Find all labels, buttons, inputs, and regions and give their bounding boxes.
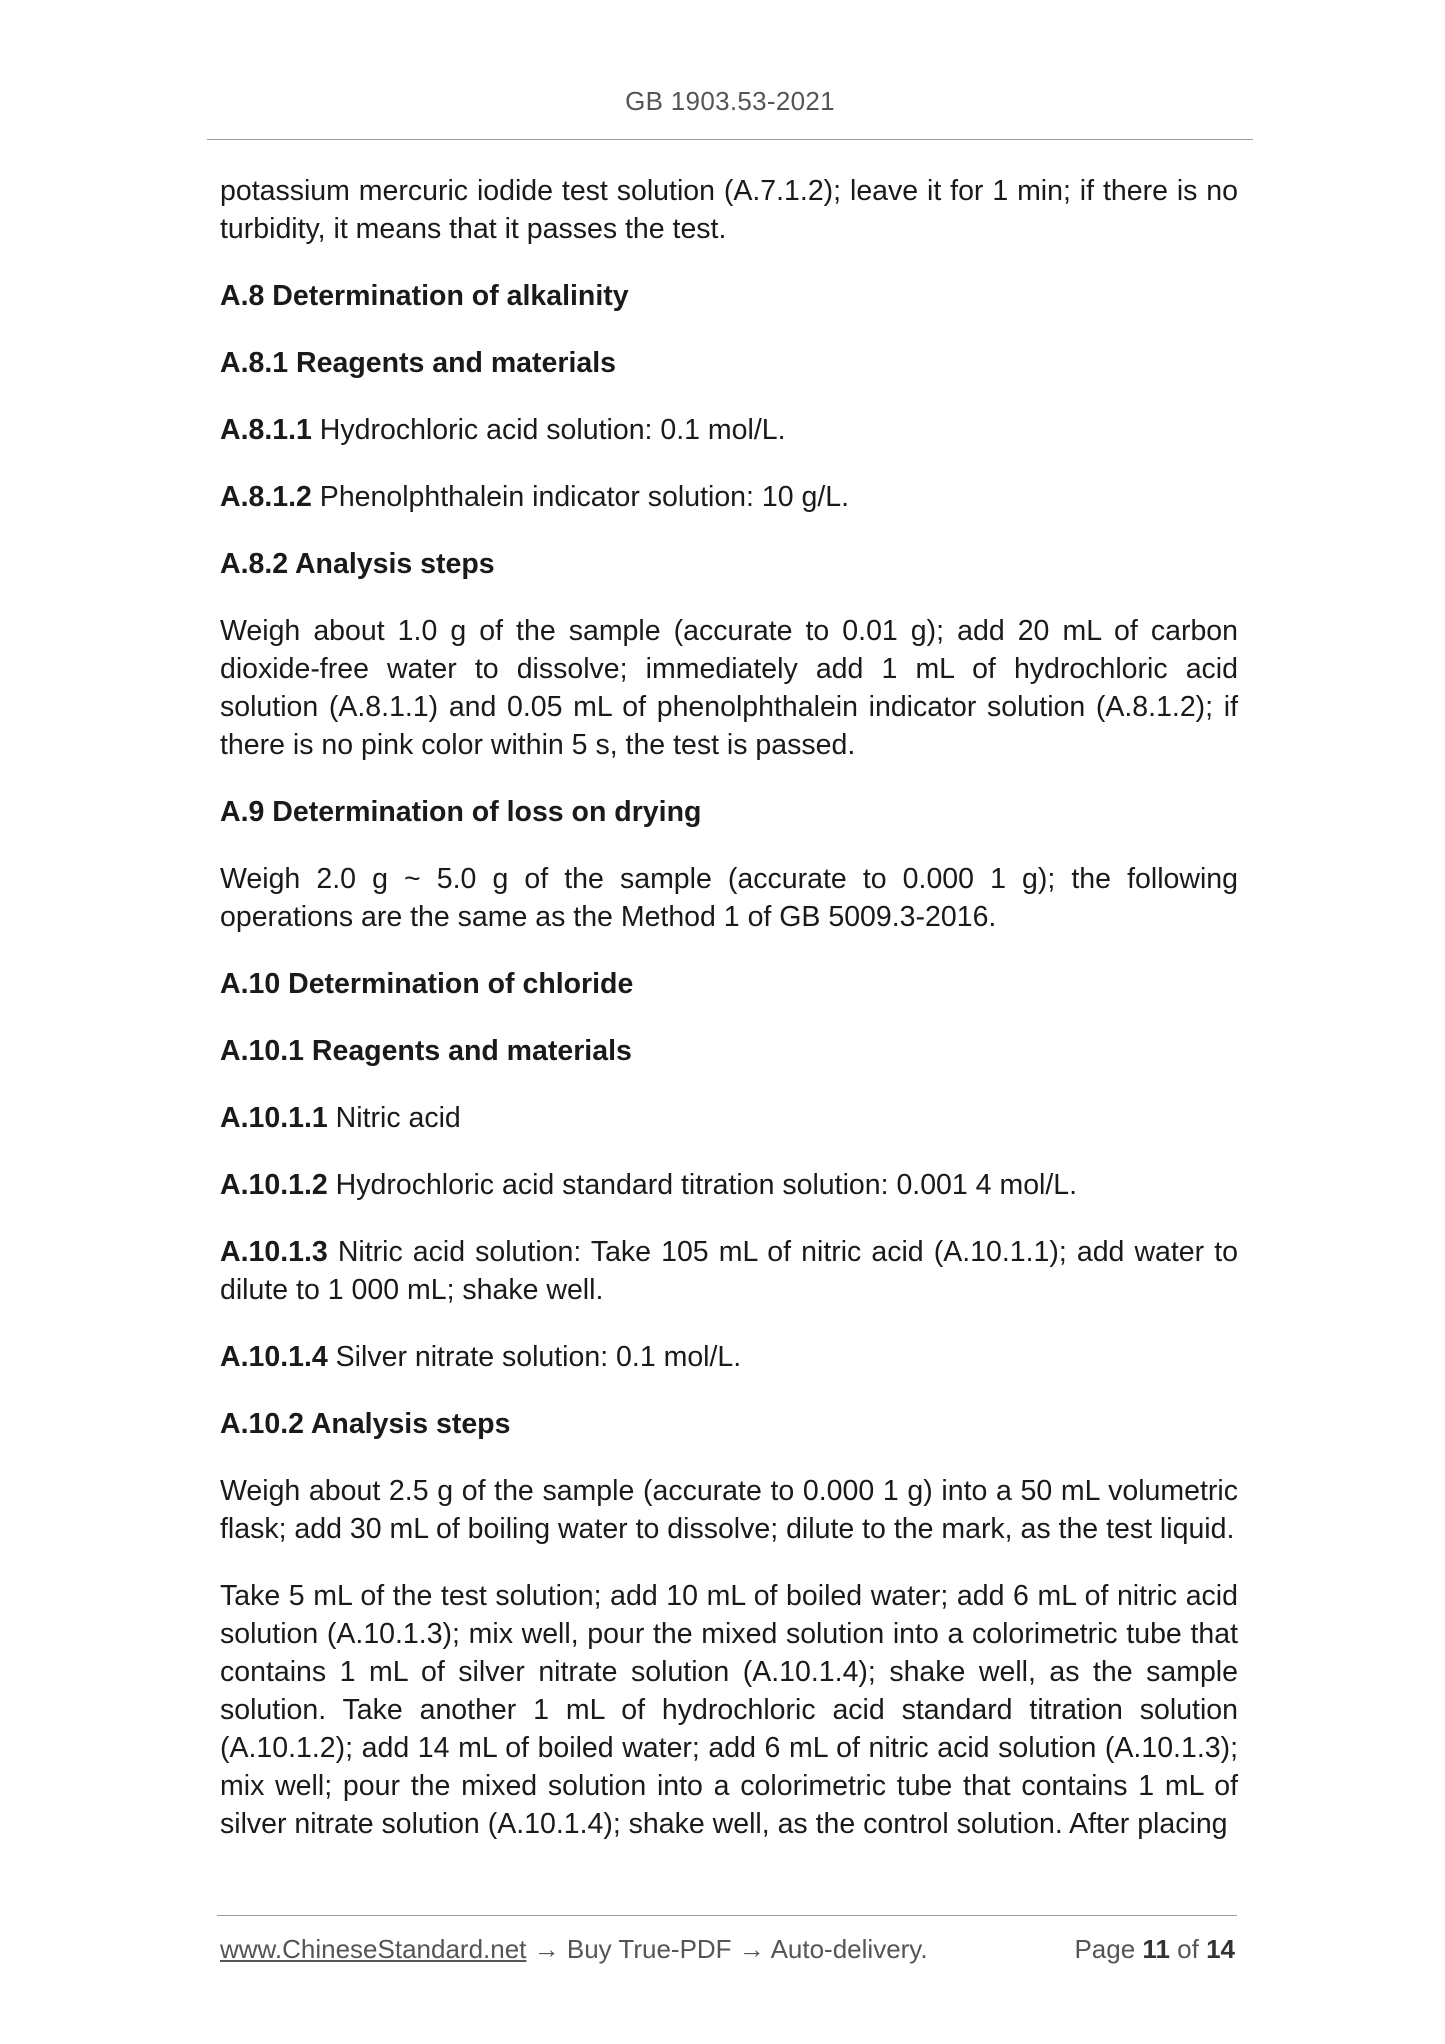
section-heading: A.9 Determination of loss on drying (220, 796, 702, 828)
document-header-title: GB 1903.53-2021 (625, 86, 835, 116)
paragraph-text: Take 5 mL of the test solution; add 10 mL of boiled water; add 6 mL of nitric acid solution (A.10.1.3); mix well, pour the mixed solution into a colorimetric tube that contains 1 mL of silver nitrate solution (A.10.1.4); shake well, as the sample solution. Take another 1 mL of hydrochloric acid standard titration solution (A.10.1.2); add 14 mL of boiled water; add 6 mL of nitric acid solution (A.10.1.3); mix well; pour the mixed solution into a colorimetric tube that contains 1 mL of silver nitrate solution (A.10.1.4); shake well, as the control solution. After placing (220, 1580, 1238, 1840)
paragraph (220, 612, 1238, 764)
subsection-heading: A.8.2 Analysis steps (220, 548, 495, 580)
paragraph (220, 1472, 1238, 1548)
numbered-clause (220, 1338, 1238, 1376)
clause-number: A.10.1.2 (220, 1169, 328, 1201)
clause-text: Silver nitrate solution: 0.1 mol/L. (327, 1341, 742, 1373)
paragraph-text: Weigh 2.0 g ~ 5.0 g of the sample (accurate to 0.000 1 g); the following operations are the same as the Method 1 of GB 5009.3-2016. (220, 863, 1238, 933)
header-divider (207, 139, 1253, 140)
page-footer (220, 1934, 1235, 1970)
paragraph (220, 860, 1238, 936)
clause-number: A.10.1.1 (220, 1102, 328, 1134)
clause-number: A.8.1.2 (220, 481, 312, 513)
paragraph (220, 1577, 1238, 1843)
numbered-clause (220, 411, 1238, 449)
clause-text: Nitric acid solution: Take 105 mL of nitric acid (A.10.1.1); add water to dilute to 1 000 mL; shake well. (220, 1236, 1238, 1306)
footer-divider (217, 1915, 1237, 1916)
clause-text: Hydrochloric acid standard titration solution: 0.001 4 mol/L. (327, 1169, 1078, 1201)
document-body (220, 172, 1238, 1872)
footer-tagline: → Buy True-PDF → Auto-delivery. (526, 1934, 928, 1964)
numbered-clause (220, 1233, 1238, 1309)
clause-number: A.10.1.3 (220, 1236, 328, 1268)
numbered-clause (220, 478, 1238, 516)
page-label: Page (1074, 1934, 1136, 1964)
page-number: 11 (1142, 1934, 1170, 1964)
section-heading: A.10 Determination of chloride (220, 968, 634, 1000)
of-label: of (1177, 1934, 1199, 1964)
website-link[interactable]: www.ChineseStandard.net (220, 1934, 527, 1964)
numbered-clause (220, 1099, 1238, 1137)
subsection-heading: A.10.1 Reagents and materials (220, 1035, 632, 1067)
clause-number: A.8.1.1 (220, 414, 312, 446)
paragraph-text: Weigh about 2.5 g of the sample (accurate to 0.000 1 g) into a 50 mL volumetric flask; add 30 mL of boiling water to dissolve; dilute to the mark, as the test liquid. (220, 1475, 1238, 1545)
subsection-heading: A.8.1 Reagents and materials (220, 347, 616, 379)
numbered-clause (220, 1166, 1238, 1204)
clause-text: Phenolphthalein indicator solution: 10 g/L. (311, 481, 850, 513)
clause-text: Nitric acid (327, 1102, 461, 1134)
page-indicator (1074, 1934, 1235, 1965)
clause-number: A.10.1.4 (220, 1341, 328, 1373)
page-total: 14 (1206, 1934, 1235, 1964)
section-heading: A.8 Determination of alkalinity (220, 280, 629, 312)
paragraph-text: Weigh about 1.0 g of the sample (accurate to 0.01 g); add 20 mL of carbon dioxide-free water to dissolve; immediately add 1 mL of hydrochloric acid solution (A.8.1.1) and 0.05 mL of phenolphthalein indicator solution (A.8.1.2); if there is no pink color within 5 s, the test is passed. (220, 615, 1238, 761)
paragraph (220, 172, 1238, 248)
clause-text: Hydrochloric acid solution: 0.1 mol/L. (311, 414, 786, 446)
subsection-heading: A.10.2 Analysis steps (220, 1408, 511, 1440)
footer-promo (220, 1934, 928, 1965)
paragraph-text: potassium mercuric iodide test solution (A.7.1.2); leave it for 1 min; if there is no turbidity, it means that it passes the test. (220, 175, 1238, 245)
